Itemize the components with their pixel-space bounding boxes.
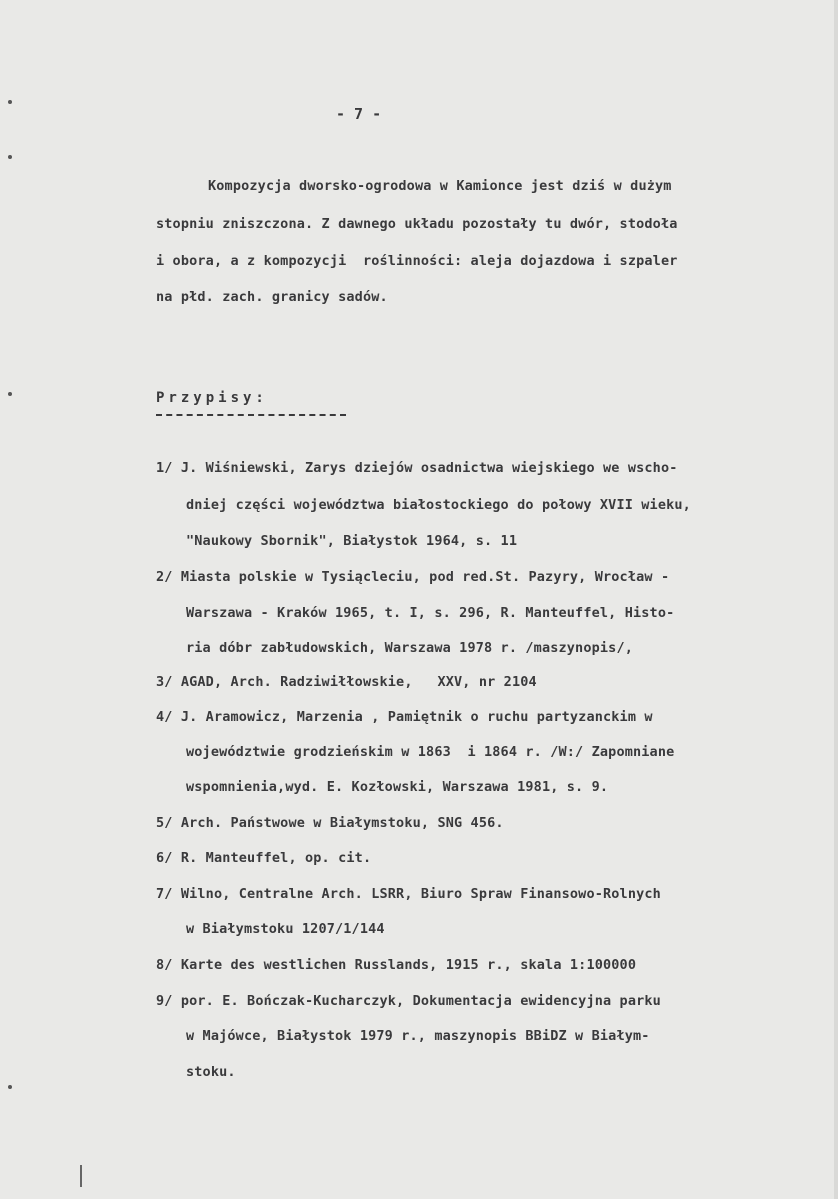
- footnote-line: w Białymstoku 1207/1/144: [186, 921, 385, 937]
- pencil-mark: [80, 1165, 82, 1187]
- page-number: - 7 -: [336, 105, 382, 123]
- footnote-line: "Naukowy Sbornik", Białystok 1964, s. 11: [186, 533, 518, 549]
- footnote-line: ria dóbr zabłudowskich, Warszawa 1978 r. /maszynopis/,: [186, 640, 633, 656]
- footnote-line: 5/ Arch. Państwowe w Białymstoku, SNG 456.: [156, 815, 504, 831]
- heading-underline: [156, 414, 346, 416]
- paragraph-line: Kompozycja dworsko-ogrodowa w Kamionce jest dziś w dużym: [208, 178, 672, 194]
- footnote-line: 2/ Miasta polskie w Tysiącleciu, pod red.St. Pazyry, Wrocław -: [156, 569, 670, 585]
- footnote-line: stoku.: [186, 1064, 236, 1080]
- footnote-line: dniej części województwa białostockiego do połowy XVII wieku,: [186, 497, 691, 513]
- footnote-line: 4/ J. Aramowicz, Marzenia , Pamiętnik o ruchu partyzanckim w: [156, 709, 653, 725]
- paragraph-line: i obora, a z kompozycji roślinności: aleja dojazdowa i szpaler: [156, 253, 678, 269]
- punch-hole-mark: [8, 1085, 12, 1089]
- footnote-line: w Majówce, Białystok 1979 r., maszynopis BBiDZ w Białym-: [186, 1028, 650, 1044]
- footnotes-heading: Przypisy:: [156, 390, 268, 406]
- punch-hole-mark: [8, 155, 12, 159]
- footnote-line: 8/ Karte des westlichen Russlands, 1915 r., skala 1:100000: [156, 957, 637, 973]
- footnote-line: wspomnienia,wyd. E. Kozłowski, Warszawa 1981, s. 9.: [186, 779, 609, 795]
- punch-hole-mark: [8, 100, 12, 104]
- footnote-line: 7/ Wilno, Centralne Arch. LSRR, Biuro Spraw Finansowo-Rolnych: [156, 886, 661, 902]
- paragraph-line: stopniu zniszczona. Z dawnego układu pozostały tu dwór, stodoła: [156, 216, 678, 232]
- punch-hole-mark: [8, 392, 12, 396]
- footnote-line: województwie grodzieńskim w 1863 i 1864 r. /W:/ Zapomniane: [186, 744, 675, 760]
- paragraph-line: na płd. zach. granicy sadów.: [156, 289, 388, 305]
- paper-edge: [834, 0, 838, 1199]
- footnote-line: Warszawa - Kraków 1965, t. I, s. 296, R. Manteuffel, Histo-: [186, 605, 675, 621]
- footnote-line: 1/ J. Wiśniewski, Zarys dziejów osadnictwa wiejskiego we wscho-: [156, 460, 678, 476]
- footnote-line: 6/ R. Manteuffel, op. cit.: [156, 850, 372, 866]
- footnote-line: 9/ por. E. Bończak-Kucharczyk, Dokumentacja ewidencyjna parku: [156, 993, 661, 1009]
- footnote-line: 3/ AGAD, Arch. Radziwiłłowskie, XXV, nr 2104: [156, 674, 537, 690]
